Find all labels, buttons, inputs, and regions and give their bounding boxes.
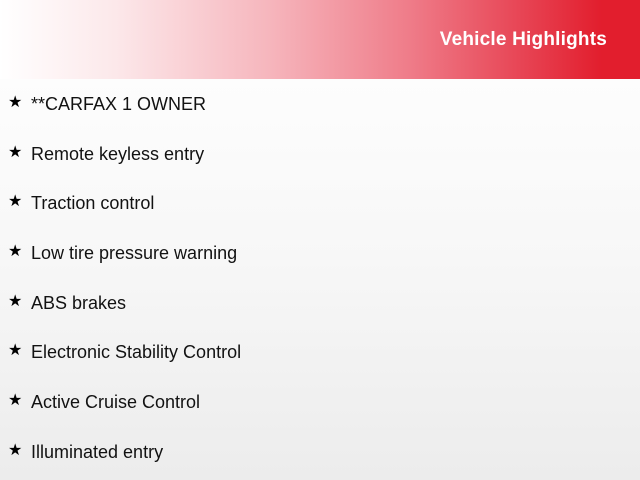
highlights-section [0,79,640,480]
star-icon: ★ [8,342,23,360]
list-item [0,79,640,129]
page-title: Vehicle Highlights [439,29,607,50]
list-item-label: ABS brakes [31,292,127,313]
star-icon: ★ [8,193,23,211]
star-icon: ★ [8,93,23,111]
star-icon: ★ [8,143,23,161]
list-item [0,178,640,228]
list-item-label: Illuminated entry [31,441,164,462]
list-item-label: Low tire pressure warning [31,242,238,263]
list-item [0,228,640,278]
list-item [0,377,640,427]
list-item [0,278,640,328]
list-item-label: Electronic Stability Control [31,342,242,363]
list-item [0,427,640,477]
list-item-label: Active Cruise Control [31,391,201,412]
header-banner [0,0,640,79]
star-icon: ★ [8,441,23,459]
list-item-label: Remote keyless entry [31,143,205,164]
list-item [0,327,640,377]
list-item [0,129,640,179]
list-item-label: **CARFAX 1 OWNER [31,93,207,114]
star-icon: ★ [8,242,23,260]
star-icon: ★ [8,391,23,409]
list-item-label: Traction control [31,193,155,214]
star-icon: ★ [8,292,23,310]
highlights-list [0,79,640,477]
